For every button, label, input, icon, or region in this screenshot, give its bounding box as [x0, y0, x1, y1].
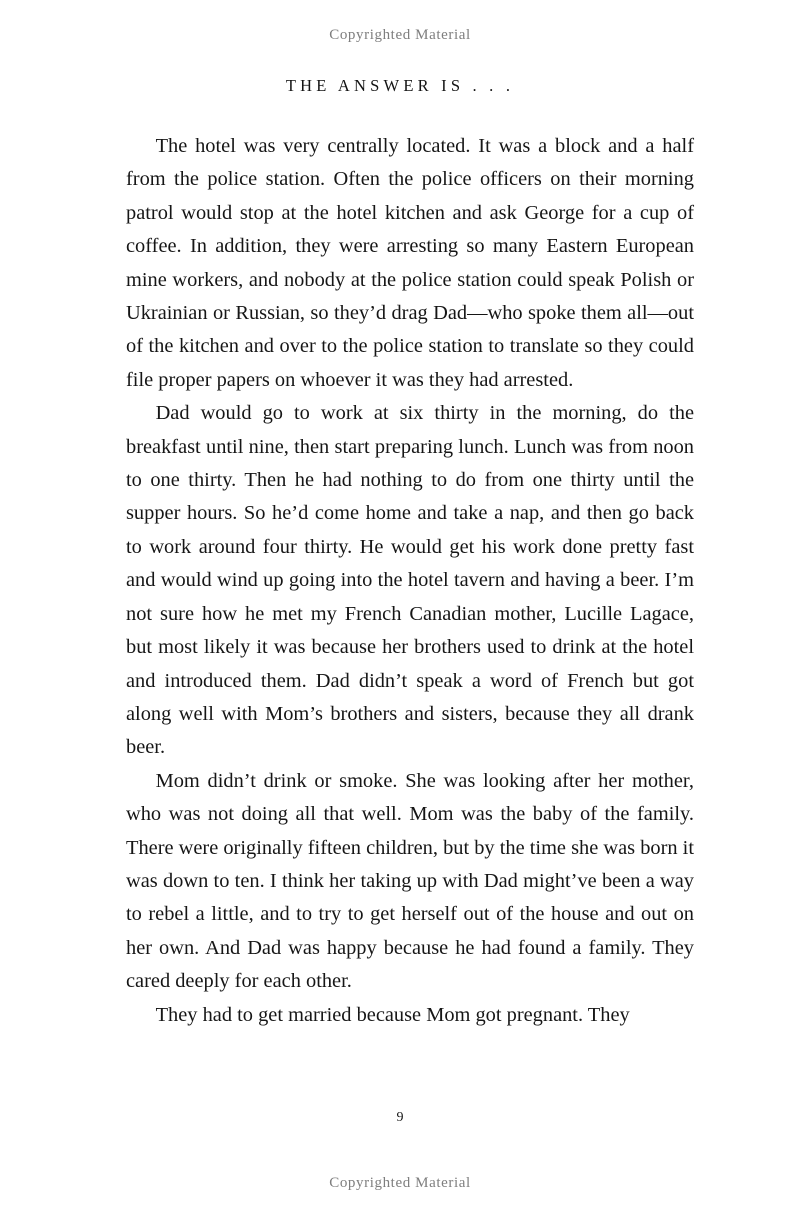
- paragraph: Dad would go to work at six thirty in the morning, do the breakfast until nine, then start preparing lunch. Lunch was from noon to one thirty. Then he had nothing to do from one thirty until the supper hours. So he’d come home and take a nap, and then go back to work around four thirty. He would get his work done pretty fast and would wind up going into the hotel tavern and having a beer. I’m not sure how he met my French Canadian mother, Lucille Lagace, but most likely it was because her brothers used to drink at the hotel and introduced them. Dad didn’t speak a word of French but got along well with Mom’s brothers and sisters, because they all drank beer.: [126, 402, 694, 759]
- body-text: [126, 130, 694, 1032]
- copyright-watermark-bottom: Copyrighted Material: [329, 1175, 471, 1191]
- running-head: THE ANSWER IS . . .: [285, 76, 515, 95]
- copyright-watermark-top: Copyrighted Material: [329, 27, 471, 43]
- paragraph: The hotel was very centrally located. It was a block and a half from the police station. Often the police officers on their morning patrol would stop at the hotel kitchen and ask George for a cup of coffee. In addition, they were arresting so many Eastern European mine workers, and nobody at the police station could speak Polish or Ukrainian or Russian, so they’d drag Dad—who spoke them all—out of the kitchen and over to the police station to translate so they could file proper papers on whoever it was they had arrested.: [126, 135, 694, 391]
- page-number: 9: [396, 1110, 404, 1125]
- paragraph: Mom didn’t drink or smoke. She was looking after her mother, who was not doing all that well. Mom was the baby of the family. There were originally fifteen children, but by the time she was born it was down to ten. I think her taking up with Dad might’ve been a way to rebel a little, and to try to get herself out of the house and out on her own. And Dad was happy because he had found a family. They cared deeply for each other.: [126, 769, 694, 993]
- paragraph: They had to get married because Mom got pregnant. They: [155, 1003, 630, 1026]
